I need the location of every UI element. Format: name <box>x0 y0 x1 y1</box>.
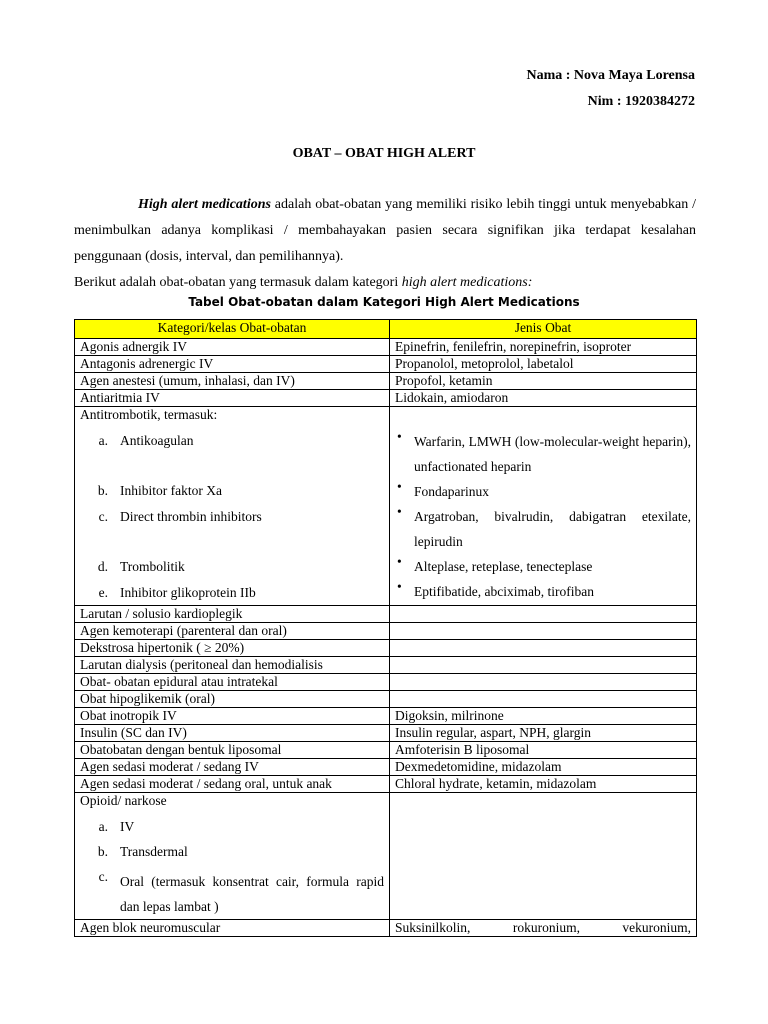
table-row <box>75 920 697 937</box>
list-item <box>80 483 384 499</box>
list-item <box>80 585 384 601</box>
list-text: Inhibitor glikoprotein IIb <box>120 585 256 600</box>
bullet-icon: • <box>397 479 402 494</box>
list-text: Direct thrombin inhibitors <box>120 509 262 524</box>
category-cell: Agonis adnergik IV <box>75 339 390 356</box>
category-cell: Larutan / solusio kardioplegik <box>75 606 390 623</box>
opioid-drug-cell <box>390 793 697 920</box>
bullet-text: Warfarin, LMWH (low-molecular-weight heparin), unfactionated heparin <box>414 434 691 474</box>
drug-cell: Suksinilkolin, rokuronium, vekuronium, <box>390 920 697 937</box>
bullet-text: Fondaparinux <box>414 484 489 499</box>
list-item <box>80 433 384 449</box>
bullet-item <box>395 554 691 579</box>
drug-cell <box>390 657 697 674</box>
drug-cell <box>390 691 697 708</box>
header-drug: Jenis Obat <box>390 320 697 339</box>
table-row <box>75 708 697 725</box>
table-row <box>75 691 697 708</box>
bullet-item <box>395 479 691 504</box>
list-lead: Berikut adalah obat-obatan yang termasuk dalam kategori <box>74 275 402 290</box>
bullet-item <box>395 579 691 604</box>
antitrombotik-drug-cell <box>390 407 697 606</box>
header-category: Kategori/kelas Obat-obatan <box>75 320 390 339</box>
drug-cell: Epinefrin, fenilefrin, norepinefrin, isoproter <box>390 339 697 356</box>
intro-text <box>74 192 696 296</box>
opioid-row <box>75 793 697 920</box>
category-cell: Obat inotropik IV <box>75 708 390 725</box>
category-cell: Obat- obatan epidural atau intratekal <box>75 674 390 691</box>
list-letter: c. <box>98 869 108 884</box>
drug-cell <box>390 640 697 657</box>
table-row <box>75 759 697 776</box>
list-text: Transdermal <box>120 844 188 859</box>
category-cell: Obat hipoglikemik (oral) <box>75 691 390 708</box>
definition-body: adalah obat-obatan yang memiliki risiko lebih tinggi untuk menyebabkan / menimbulkan adanya komplikasi / membahayakan pasien secara signifikan jika terdapat kesalahan penggunaan (dosis, interval, dan pemilihannya). <box>74 197 696 264</box>
bullet-icon: • <box>397 554 402 569</box>
list-text: Oral (termasuk konsentrat cair, formula rapid dan lepas lambat ) <box>120 874 384 914</box>
drug-cell: Propanolol, metoprolol, labetalol <box>390 356 697 373</box>
category-cell: Antagonis adrenergic IV <box>75 356 390 373</box>
list-item <box>80 869 384 919</box>
table-row <box>75 640 697 657</box>
bullet-text: Alteplase, reteplase, tenecteplase <box>414 559 593 574</box>
list-text: IV <box>120 819 135 834</box>
table-row <box>75 742 697 759</box>
bullet-icon: • <box>397 504 402 519</box>
table-row <box>75 657 697 674</box>
drug-cell: Propofol, ketamin <box>390 373 697 390</box>
table-row <box>75 390 697 407</box>
category-cell: Agen kemoterapi (parenteral dan oral) <box>75 623 390 640</box>
list-letter: b. <box>97 483 108 498</box>
category-cell: Insulin (SC dan IV) <box>75 725 390 742</box>
drug-cell: Insulin regular, aspart, NPH, glargin <box>390 725 697 742</box>
antitrombotik-row <box>75 407 697 606</box>
bullet-icon: • <box>397 579 402 594</box>
list-item <box>80 559 384 575</box>
table-row <box>75 725 697 742</box>
list-text: Antikoagulan <box>120 433 194 448</box>
table-row <box>75 356 697 373</box>
bullet-icon: • <box>397 429 402 444</box>
drug-cell: Chloral hydrate, ketamin, midazolam <box>390 776 697 793</box>
bullet-text: Argatroban, bivalrudin, dabigatran etexilate, lepirudin <box>414 509 691 549</box>
list-letter: c. <box>98 509 108 524</box>
category-cell: Larutan dialysis (peritoneal dan hemodialisis <box>75 657 390 674</box>
high-alert-table <box>74 319 697 937</box>
category-cell: Dekstrosa hipertonik ( ≥ 20%) <box>75 640 390 657</box>
list-text: Inhibitor faktor Xa <box>120 483 222 498</box>
list-item <box>80 844 384 860</box>
table-header-row <box>75 320 697 339</box>
opioid-category-cell <box>75 793 390 920</box>
antitrombotik-category-cell <box>75 407 390 606</box>
table-row <box>75 373 697 390</box>
opioid-label: Opioid/ narkose <box>80 793 167 808</box>
list-lead-paragraph <box>74 270 696 296</box>
drug-cell: Digoksin, milrinone <box>390 708 697 725</box>
list-item <box>80 509 384 525</box>
student-nim: Nim : 1920384272 <box>587 94 695 109</box>
list-letter: a. <box>98 433 108 448</box>
table-caption: Tabel Obat-obatan dalam Kategori High Alert Medications <box>188 295 580 309</box>
list-text: Trombolitik <box>120 559 185 574</box>
page-title: OBAT – OBAT HIGH ALERT <box>292 146 476 161</box>
category-cell: Agen anestesi (umum, inhalasi, dan IV) <box>75 373 390 390</box>
category-cell: Agen sedasi moderat / sedang IV <box>75 759 390 776</box>
student-name: Nama : Nova Maya Lorensa <box>526 68 695 83</box>
drug-cell <box>390 606 697 623</box>
list-letter: d. <box>97 559 108 574</box>
table-row <box>75 339 697 356</box>
table-row <box>75 776 697 793</box>
table-row <box>75 623 697 640</box>
list-term: high alert medications: <box>401 275 533 290</box>
drug-cell: Amfoterisin B liposomal <box>390 742 697 759</box>
category-cell: Agen blok neuromuscular <box>75 920 390 937</box>
bullet-item <box>395 429 691 479</box>
drug-cell: Dexmedetomidine, midazolam <box>390 759 697 776</box>
category-cell: Agen sedasi moderat / sedang oral, untuk anak <box>75 776 390 793</box>
bullet-item <box>395 504 691 554</box>
list-letter: b. <box>97 844 108 859</box>
category-cell: Antiaritmia IV <box>75 390 390 407</box>
bullet-text: Eptifibatide, abciximab, tirofiban <box>414 584 594 599</box>
list-item <box>80 819 384 835</box>
list-letter: e. <box>98 585 108 600</box>
drug-cell: Lidokain, amiodaron <box>390 390 697 407</box>
table-row <box>75 674 697 691</box>
category-cell: Obatobatan dengan bentuk liposomal <box>75 742 390 759</box>
definition-term: High alert medications <box>138 197 271 212</box>
drug-cell <box>390 623 697 640</box>
definition-paragraph <box>74 192 696 270</box>
drug-cell <box>390 674 697 691</box>
table-row <box>75 606 697 623</box>
list-letter: a. <box>98 819 108 834</box>
antitrombotik-label: Antitrombotik, termasuk: <box>80 407 218 422</box>
